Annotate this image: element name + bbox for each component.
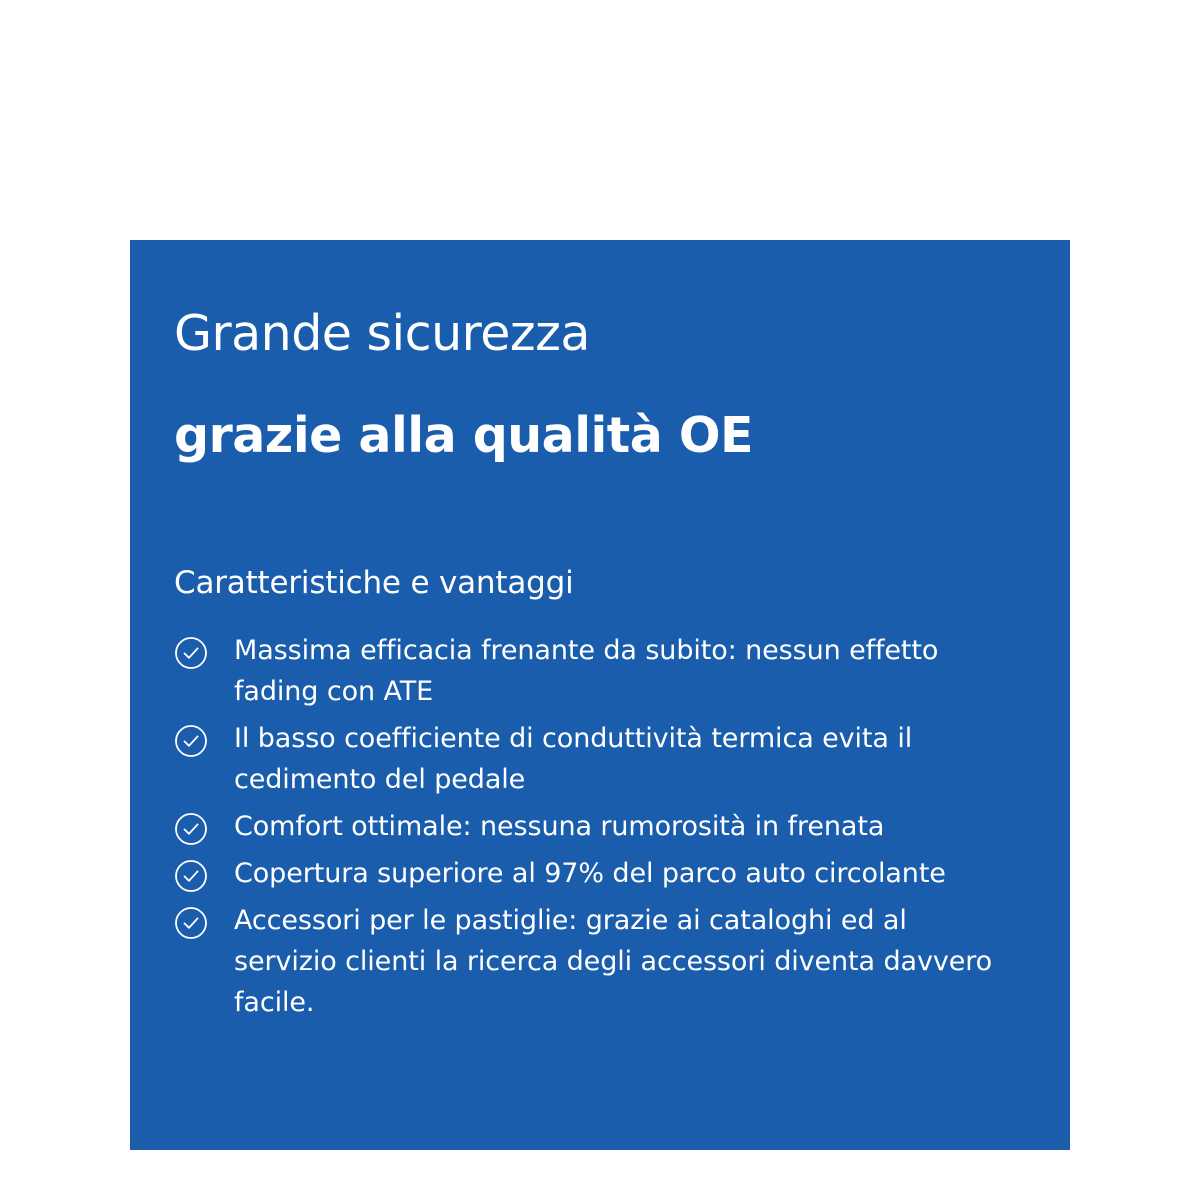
list-item xyxy=(174,900,1006,1023)
check-circle-icon xyxy=(174,636,208,670)
check-circle-icon xyxy=(174,906,208,940)
feature-text: Copertura superiore al 97% del parco auto circolante xyxy=(234,858,946,890)
check-circle-icon xyxy=(174,812,208,846)
list-item xyxy=(174,630,1006,712)
list-item xyxy=(174,853,1006,894)
features-subheading: Caratteristiche e vantaggi xyxy=(174,564,574,601)
headline-primary: Grande sicurezza xyxy=(174,305,590,362)
feature-text: Accessori per le pastiglie: grazie ai cataloghi ed al servizio clienti la ricerca degli accessori diventa davvero facile. xyxy=(234,905,993,1019)
features-list xyxy=(174,630,1006,1023)
feature-text: Massima efficacia frenante da subito: nessun effetto fading con ATE xyxy=(234,634,939,707)
headline-secondary: grazie alla qualità OE xyxy=(174,407,753,465)
check-circle-icon xyxy=(174,724,208,758)
list-item xyxy=(174,806,1006,847)
check-circle-icon xyxy=(174,859,208,893)
feature-text: Comfort ottimale: nessuna rumorosità in frenata xyxy=(234,811,885,842)
list-item xyxy=(174,718,1006,800)
feature-panel xyxy=(130,240,1070,1150)
feature-text: Il basso coefficiente di conduttività termica evita il cedimento del pedale xyxy=(234,722,913,795)
